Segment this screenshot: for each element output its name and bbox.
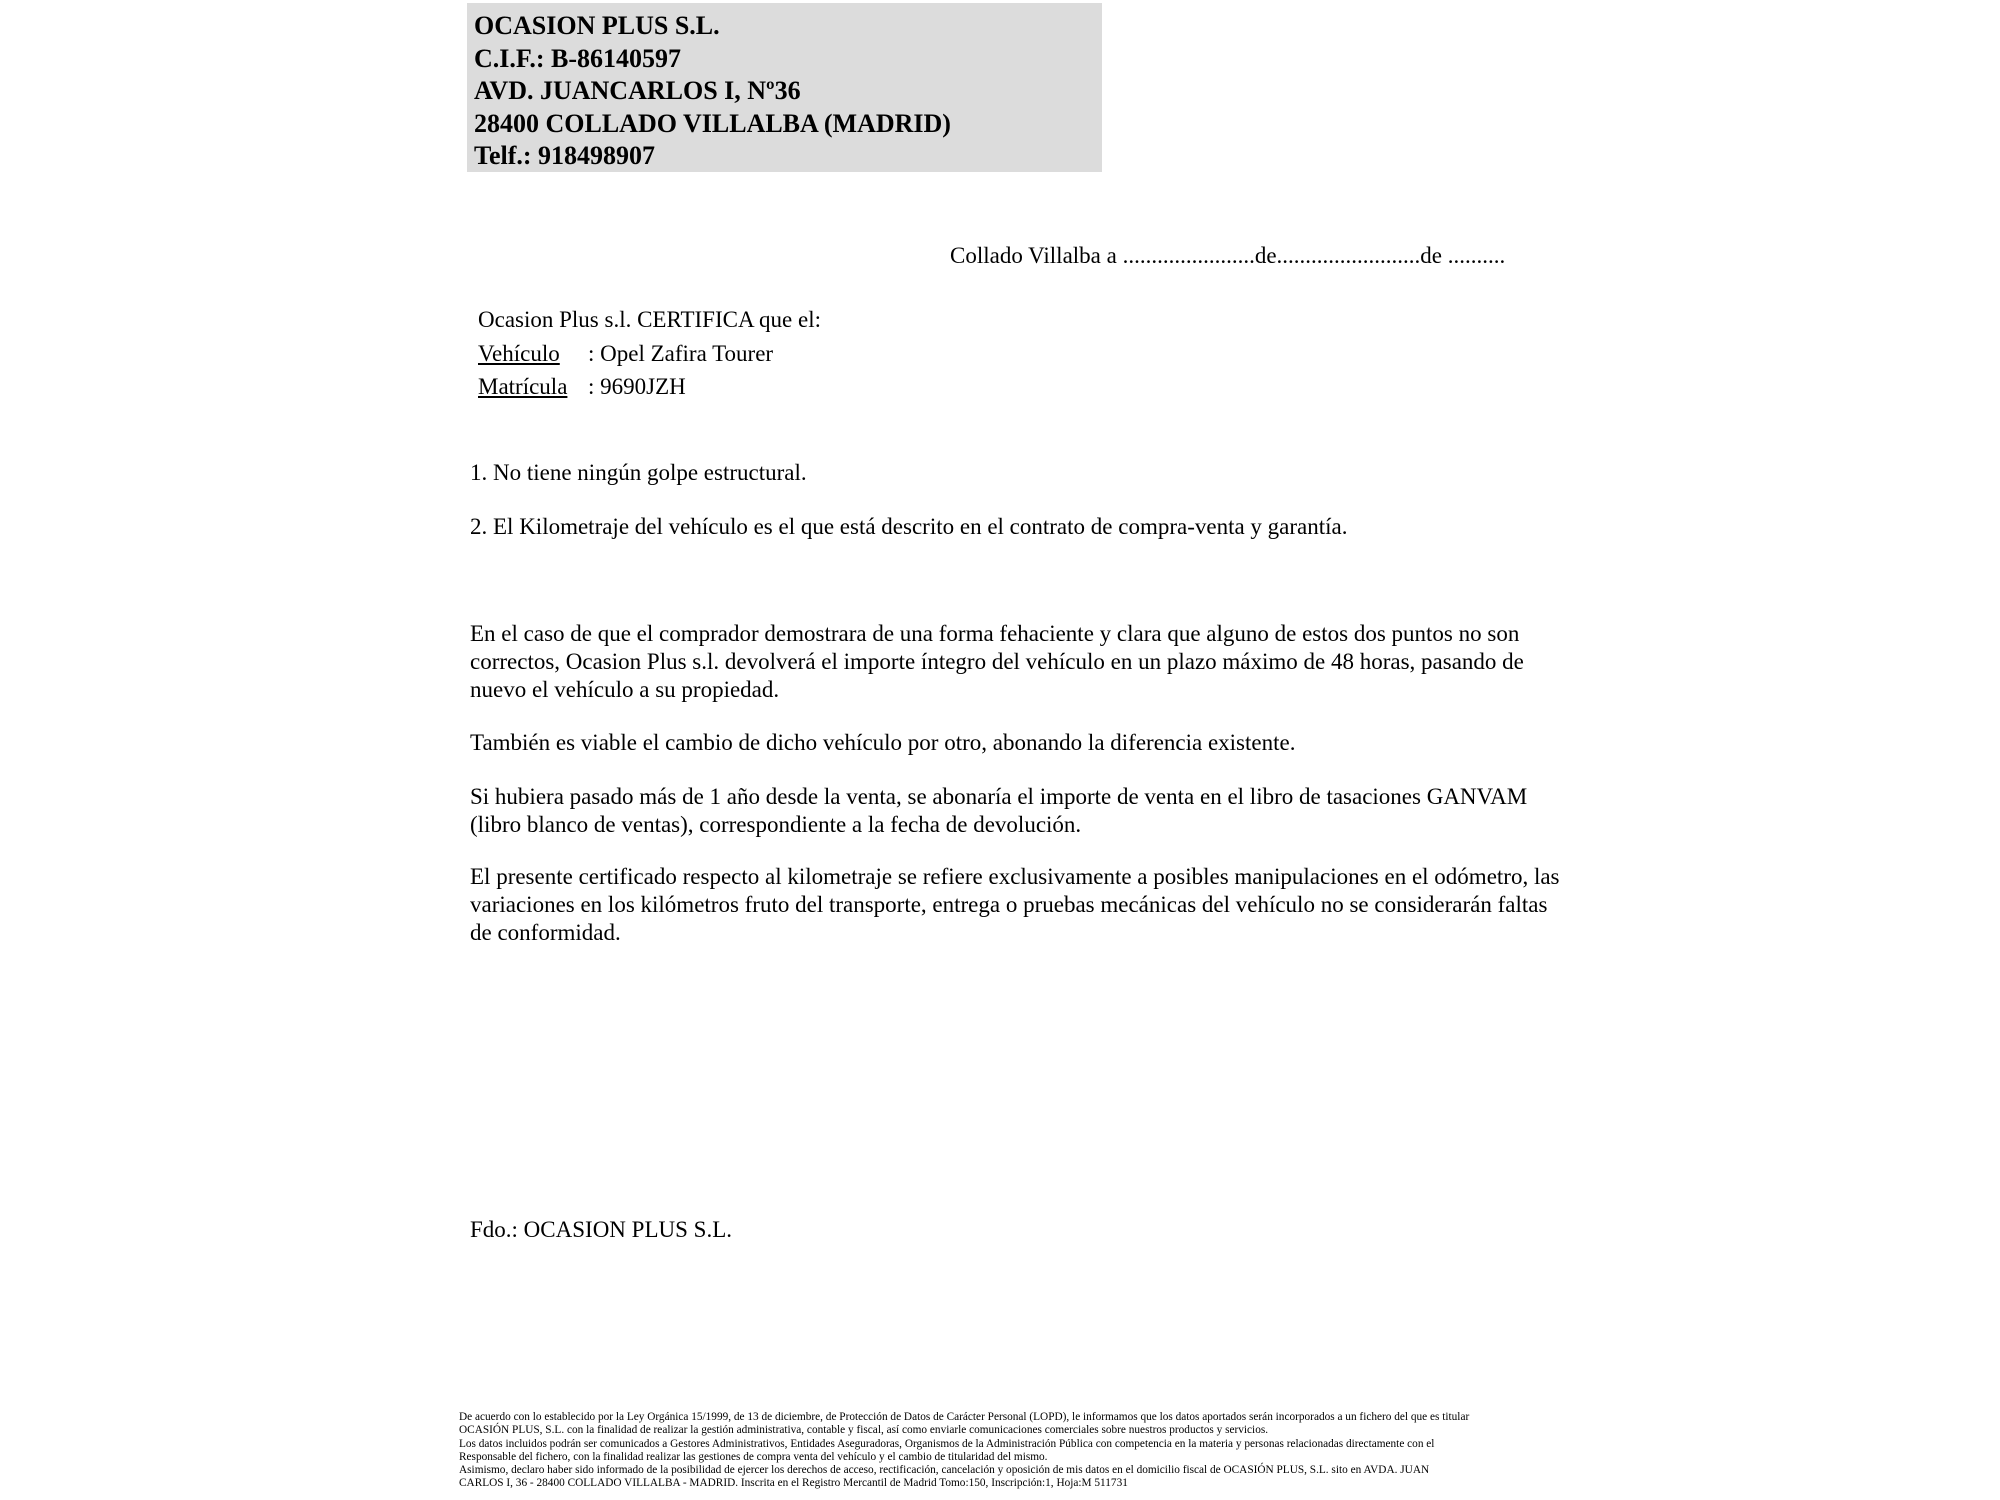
date-line: Collado Villalba a .......................de.........................de .......... bbox=[950, 243, 1506, 268]
footer-line-3: Los datos incluidos podrán ser comunicados a Gestores Administrativos, Entidades Aseguradoras, Organismos de la Administración Pública con competencia en la materia y personas relacionadas directamente con el bbox=[459, 1437, 1435, 1450]
company-name: OCASION PLUS S.L. bbox=[474, 11, 720, 40]
paragraph-ganvam: Si hubiera pasado más de 1 año desde la venta, se abonaría el importe de venta en el libro de tasaciones GANVAM (libro blanco de ventas), correspondiente a la fecha de devolución. bbox=[470, 784, 1528, 837]
vehicle-label: Vehículo bbox=[478, 340, 560, 366]
company-address: AVD. JUANCARLOS I, Nº36 bbox=[474, 76, 801, 105]
footer-line-5: Asimismo, declaro haber sido informado de la posibilidad de ejercer los derechos de acceso, rectificación, cancelación y oposición de mis datos en el domicilio fiscal de OCASIÓN PLUS, S.L. sito en AVDA. JUAN bbox=[459, 1464, 1430, 1477]
company-header-box bbox=[467, 3, 1102, 172]
company-city: 28400 COLLADO VILLALBA (MADRID) bbox=[474, 108, 951, 138]
point-2: 2. El Kilometraje del vehículo es el que está descrito en el contrato de compra-venta y garantía. bbox=[470, 514, 1348, 539]
paragraph-exchange: También es viable el cambio de dicho vehículo por otro, abonando la diferencia existente. bbox=[470, 730, 1296, 755]
legal-footer bbox=[459, 1411, 1559, 1491]
footer-line-4: Responsable del fichero, con la finalidad realizar las gestiones de compra venta del vehículo y el cambio de titularidad del mismo. bbox=[459, 1450, 1048, 1463]
paragraph-odometer: El presente certificado respecto al kilometraje se refiere exclusivamente a posibles manipulaciones en el odómetro, las variaciones en los kilómetros fruto del transporte, entrega o pruebas mecánicas del vehículo no se considerarán faltas de conformidad. bbox=[470, 864, 1560, 945]
footer-line-1: De acuerdo con lo establecido por la Ley Orgánica 15/1999, de 13 de diciembre, de Protección de Datos de Carácter Personal (LOPD), le informamos que los datos aportados serán incorporados a un fichero del que es titular bbox=[459, 1411, 1470, 1423]
plate-value: : 9690JZH bbox=[588, 374, 686, 399]
paragraph-refund: En el caso de que el comprador demostrara de una forma fehaciente y clara que alguno de estos dos puntos no son correctos, Ocasion Plus s.l. devolverá el importe íntegro del vehículo en un plazo máximo de 48 horas, pasando de nuevo el vehículo a su propiedad. bbox=[470, 621, 1524, 702]
signature-line: Fdo.: OCASION PLUS S.L. bbox=[470, 1217, 732, 1242]
footer-line-2: OCASIÓN PLUS, S.L. con la finalidad de realizar la gestión administrativa, contable y fiscal, así como enviarle comunicaciones comerciales sobre nuestros productos y servicios. bbox=[459, 1424, 1269, 1437]
certify-intro: Ocasion Plus s.l. CERTIFICA que el: bbox=[478, 307, 821, 332]
plate-row bbox=[478, 370, 821, 404]
footer-line-6: CARLOS I, 36 - 28400 COLLADO VILLALBA - MADRID. Inscrita en el Registro Mercantil de Madrid Tomo:150, Inscripción:1, Hoja:M 511731 bbox=[459, 1477, 1128, 1490]
vehicle-value: : Opel Zafira Tourer bbox=[588, 340, 774, 366]
certification-block bbox=[478, 303, 821, 404]
company-cif: C.I.F.: B-86140597 bbox=[474, 43, 682, 73]
company-phone: Telf.: 918498907 bbox=[474, 141, 656, 170]
vehicle-row bbox=[478, 337, 821, 371]
plate-label: Matrícula bbox=[478, 374, 568, 399]
point-1: 1. No tiene ningún golpe estructural. bbox=[470, 460, 807, 485]
